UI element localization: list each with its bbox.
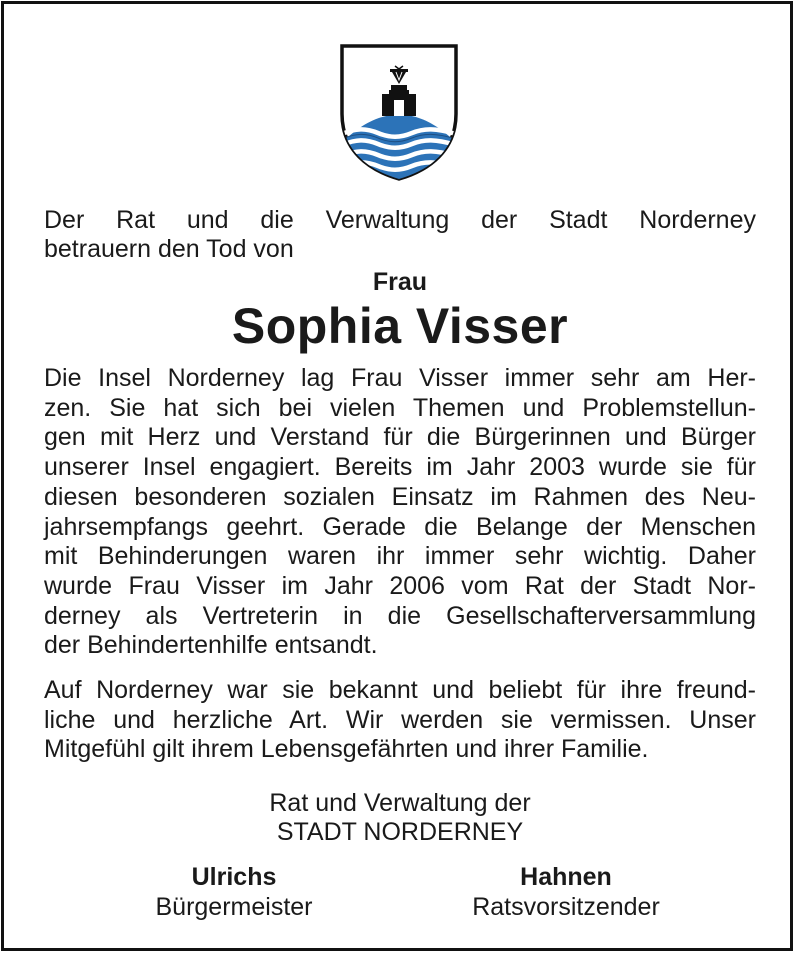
signatory-name: Hahnen (520, 863, 612, 891)
text-line: liche und herzliche Art. Wir werden sie vermissen. Unser (44, 705, 756, 734)
text-line: mit Behinderungen waren ihr immer sehr wichtig. Daher (44, 542, 756, 571)
signatory-role: Ratsvorsitzender (472, 893, 660, 921)
signatory-mayor (84, 862, 384, 922)
signatory-role: Bürgermeister (155, 893, 313, 921)
signatory-council-chair (416, 862, 716, 922)
signatory-name: Ulrichs (191, 863, 277, 891)
deceased-name: Sophia Visser (231, 298, 569, 354)
salutation: Frau (372, 268, 428, 296)
intro-line: betrauern den Tod von (44, 235, 294, 263)
text-line: unserer Insel engagiert. Bereits im Jahr 2003 wurde sie für (44, 453, 756, 482)
closing-signature (0, 789, 800, 847)
text-line: Auf Norderney war sie bekannt und beliebt für ihre freund- (44, 676, 756, 704)
intro-text (44, 206, 756, 264)
text-line: diesen besonderen sozialen Einsatz im Rahmen des Neu- (44, 482, 756, 511)
tribute-paragraph (44, 364, 756, 661)
text-line: Mitgefühl gilt ihrem Lebensgefährten und ihrer Familie. (44, 735, 649, 764)
text-line: jahrsempfangs geehrt. Gerade die Belange der Menschen (44, 512, 756, 541)
text-line: zen. Sie hat sich bei vielen Themen und Problemstellun- (44, 393, 756, 422)
farewell-paragraph (44, 676, 756, 765)
text-line: gen mit Herz und Verstand für die Bürgerinnen und Bürger (44, 423, 756, 452)
closing-line: STADT NORDERNEY (276, 818, 524, 846)
text-line: wurde Frau Visser im Jahr 2006 vom Rat der Stadt Nor- (44, 571, 756, 600)
intro-line: Der Rat und die Verwaltung der Stadt Norderney (44, 206, 756, 234)
text-line: der Behindertenhilfe entsandt. (44, 631, 378, 660)
text-line: Die Insel Norderney lag Frau Visser immer sehr am Her- (44, 364, 756, 392)
norderney-coat-of-arms-icon (338, 42, 460, 182)
text-line: derney als Vertreterin in die Gesellschafterversammlung (44, 601, 756, 630)
closing-line: Rat und Verwaltung der (269, 789, 531, 817)
